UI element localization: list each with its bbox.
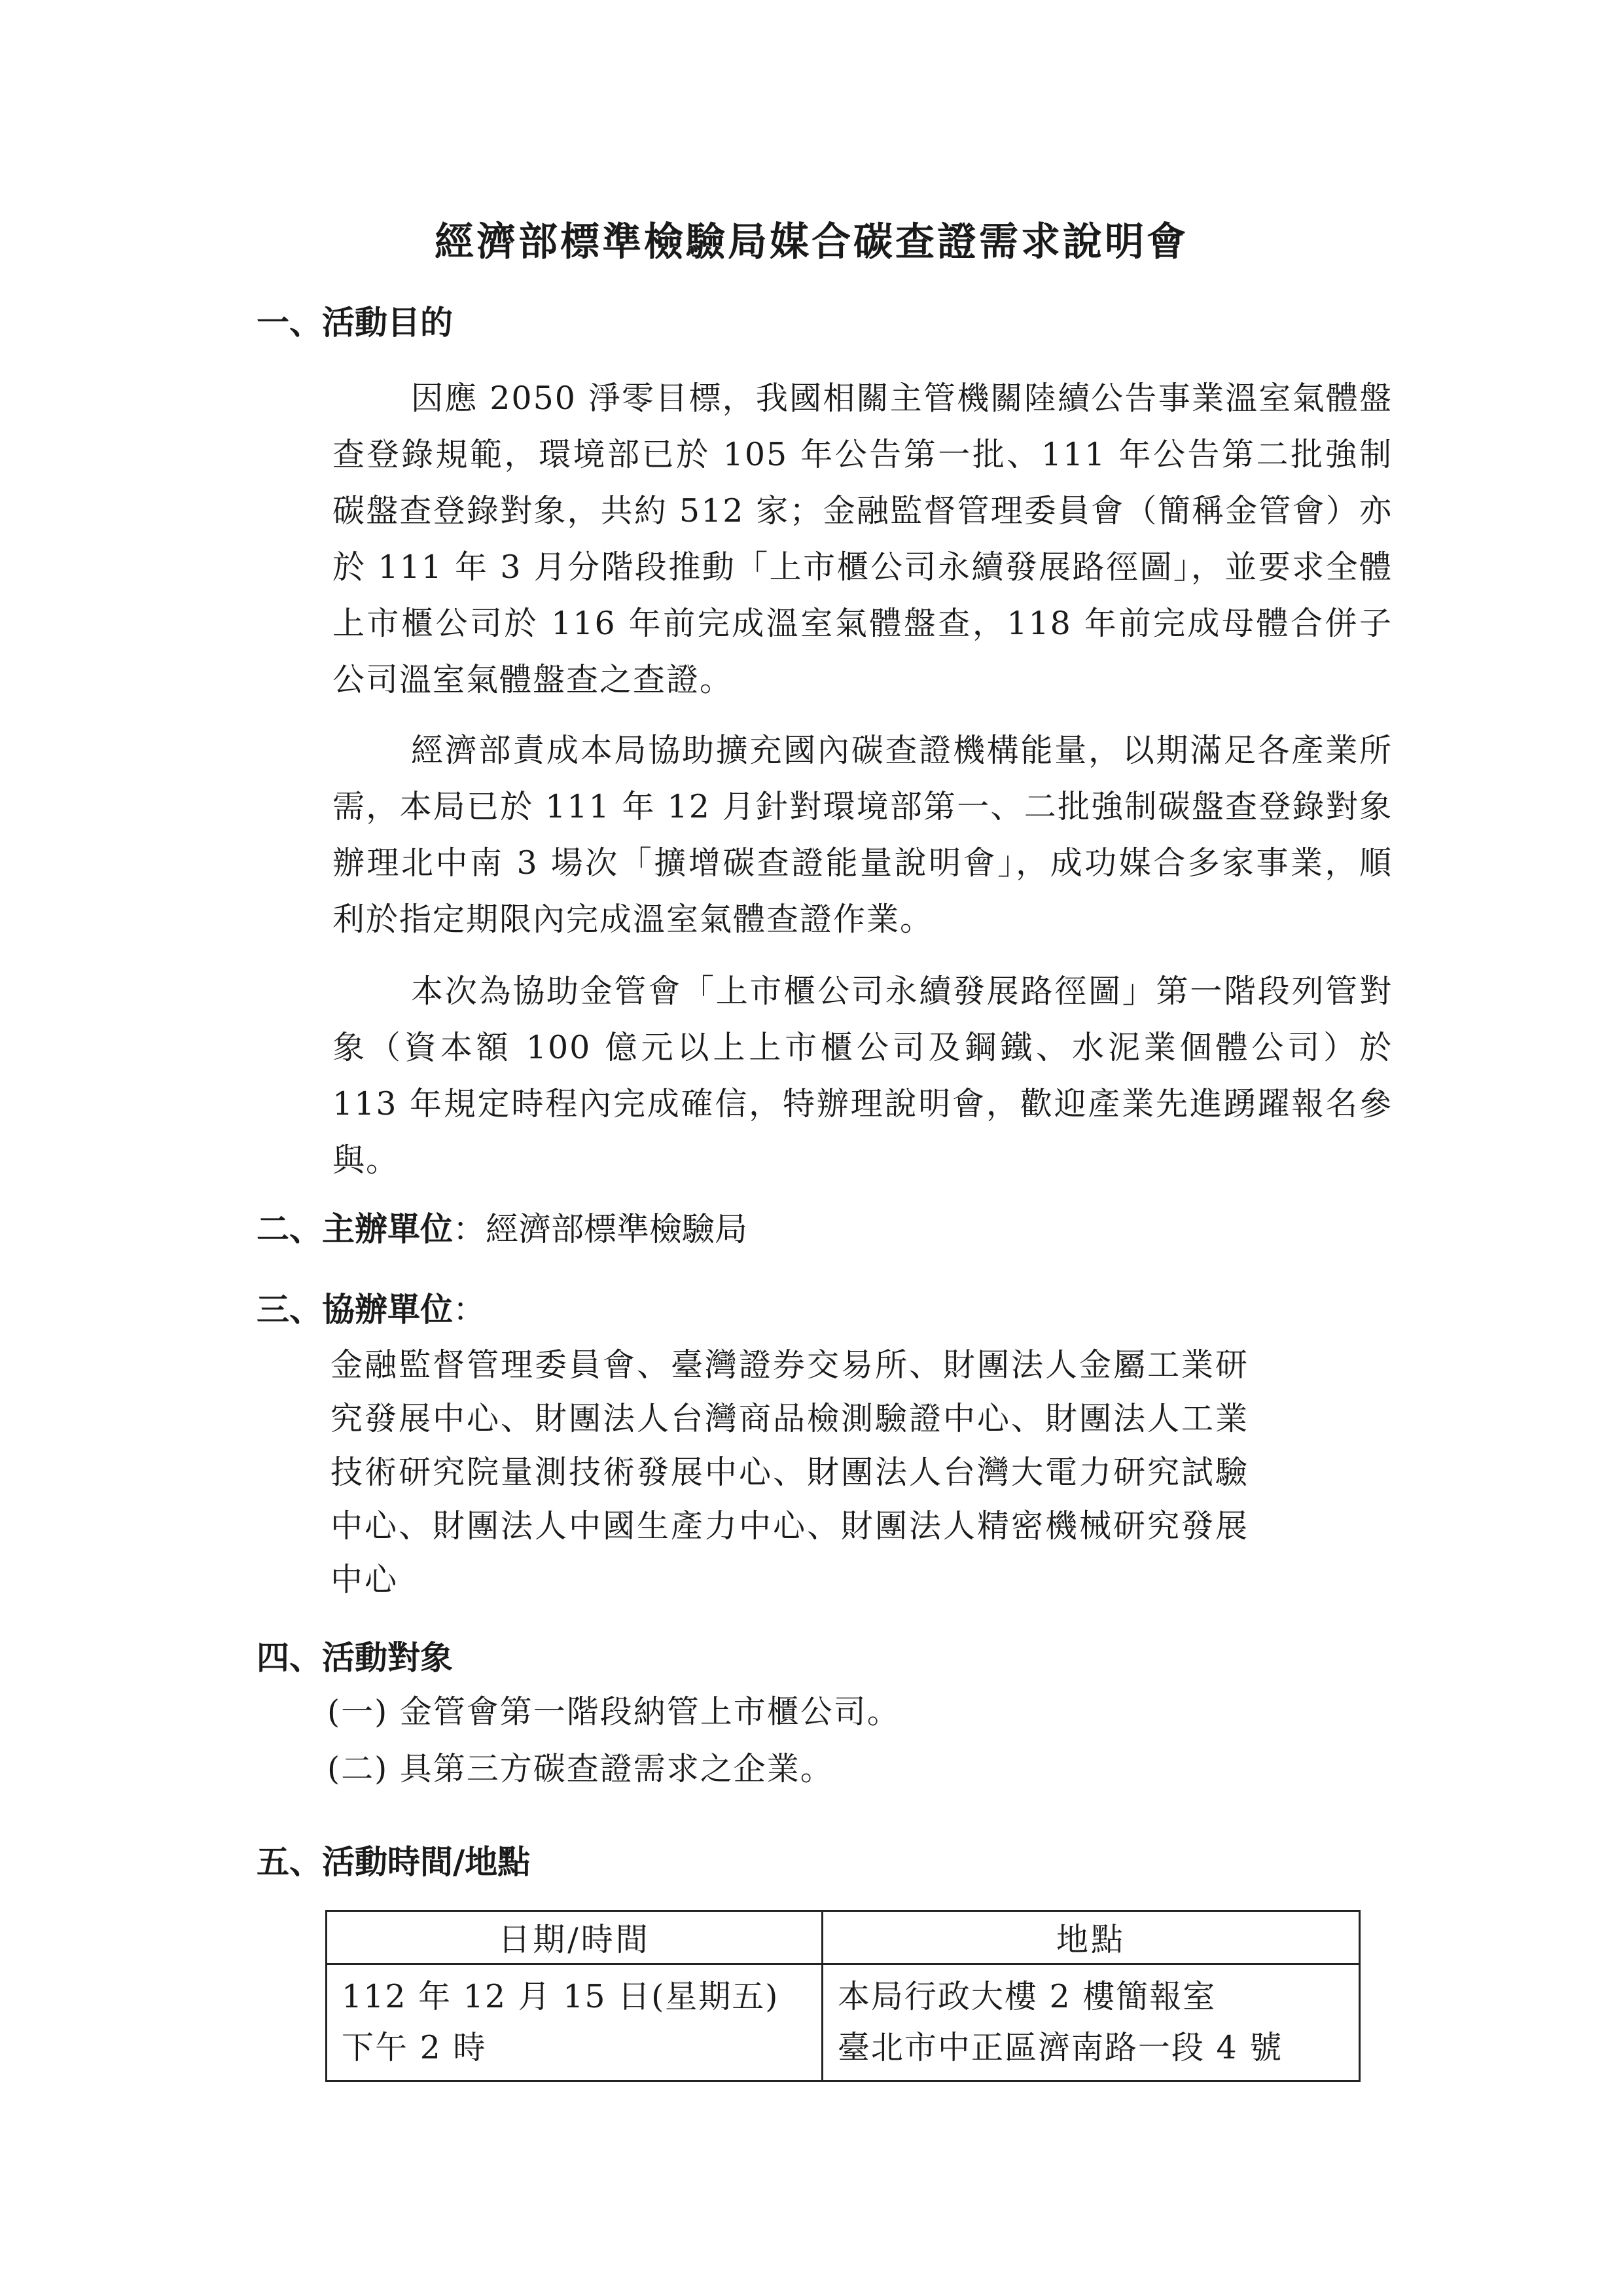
location-cell — [822, 1964, 1359, 2081]
section-label: 活動時間/地點 — [322, 1843, 531, 1881]
schedule-table — [325, 1910, 1361, 2082]
co-organizer-line: 中心、財團法人中國生產力中心、財團法人精密機械研究發展 — [330, 1507, 1250, 1545]
venue-text: 本局行政大樓 2 樓簡報室 — [837, 1978, 1217, 2015]
section-2-heading — [257, 1206, 747, 1252]
co-organizer-line: 中心 — [330, 1561, 399, 1598]
section-colon: ： — [453, 1291, 486, 1329]
target-item-1: (一) 金管會第一階段納管上市櫃公司。 — [327, 1693, 901, 1731]
paragraph-purpose-2: 經濟部責成本局協助擴充國內碳查證機構能量，以期滿足各產業所需，本局已於 111 年 12 月針對環境部第一、二批強制碳盤查登錄對象辦理北中南 3 場次「擴增碳查證能量說明會」，成功媒合多家事業，順利於指定期限內完成溫室氣體查證作業。 — [332, 732, 1393, 938]
paragraph-purpose-3: 本次為協助金管會「上市櫃公司永續發展路徑圖」第一階段列管對象（資本額 100 億元以上上市櫃公司及鋼鐵、水泥業個體公司）於 113 年規定時程內完成確信，特辦理說明會，歡迎產業先進踴躍報名參與。 — [332, 973, 1393, 1179]
date-time-header: 日期/時間 — [327, 1911, 823, 1964]
section-number: 三、 — [257, 1291, 322, 1329]
document-title: 經濟部標準檢驗局媒合碳查證需求說明會 — [435, 219, 1188, 265]
section-number: 一、 — [257, 304, 322, 342]
target-item-2: (二) 具第三方碳查證需求之企業。 — [327, 1750, 834, 1787]
organizer-value: ：經濟部標準檢驗局 — [453, 1210, 747, 1248]
section-number: 二、 — [257, 1210, 322, 1248]
co-organizer-line: 技術研究院量測技術發展中心、財團法人台灣大電力研究試驗 — [330, 1454, 1250, 1491]
paragraph-purpose-1: 因應 2050 淨零目標，我國相關主管機關陸續公告事業溫室氣體盤查登錄規範，環境部已於 105 年公告第一批、111 年公告第二批強制碳盤查登錄對象，共約 512 家；金融監督管理委員會（簡稱金管會）亦於 111 年 3 月分階段推動「上市櫃公司永續發展路徑圖」，並要求全體上市櫃公司於 116 年前完成溫室氣體盤查，118 年前完成母體合併子公司溫室氣體盤查之查證。 — [332, 380, 1393, 698]
section-label: 主辦單位 — [322, 1210, 453, 1248]
co-organizer-list — [330, 1338, 1378, 1607]
table-row — [327, 1964, 1360, 2081]
section-label: 活動目的 — [322, 304, 453, 342]
time-text: 下午 2 時 — [342, 2029, 487, 2066]
section-number: 五、 — [257, 1843, 322, 1881]
section-5-heading — [257, 1839, 530, 1885]
date-text: 112 年 12 月 15 日(星期五) — [342, 1978, 779, 2015]
address-text: 臺北市中正區濟南路一段 4 號 — [837, 2029, 1283, 2066]
section-1-heading — [257, 300, 453, 346]
section-3-heading — [257, 1287, 486, 1333]
section-4-heading — [257, 1635, 453, 1681]
section-number: 四、 — [257, 1639, 322, 1677]
co-organizer-line: 究發展中心、財團法人台灣商品檢測驗證中心、財團法人工業 — [330, 1400, 1250, 1437]
co-organizer-line: 金融監督管理委員會、臺灣證券交易所、財團法人金屬工業研 — [330, 1346, 1250, 1384]
table-header-row — [327, 1911, 1360, 1964]
section-label: 協辦單位 — [322, 1291, 453, 1329]
location-header: 地點 — [822, 1911, 1359, 1964]
date-time-cell — [327, 1964, 823, 2081]
section-label: 活動對象 — [322, 1639, 453, 1677]
